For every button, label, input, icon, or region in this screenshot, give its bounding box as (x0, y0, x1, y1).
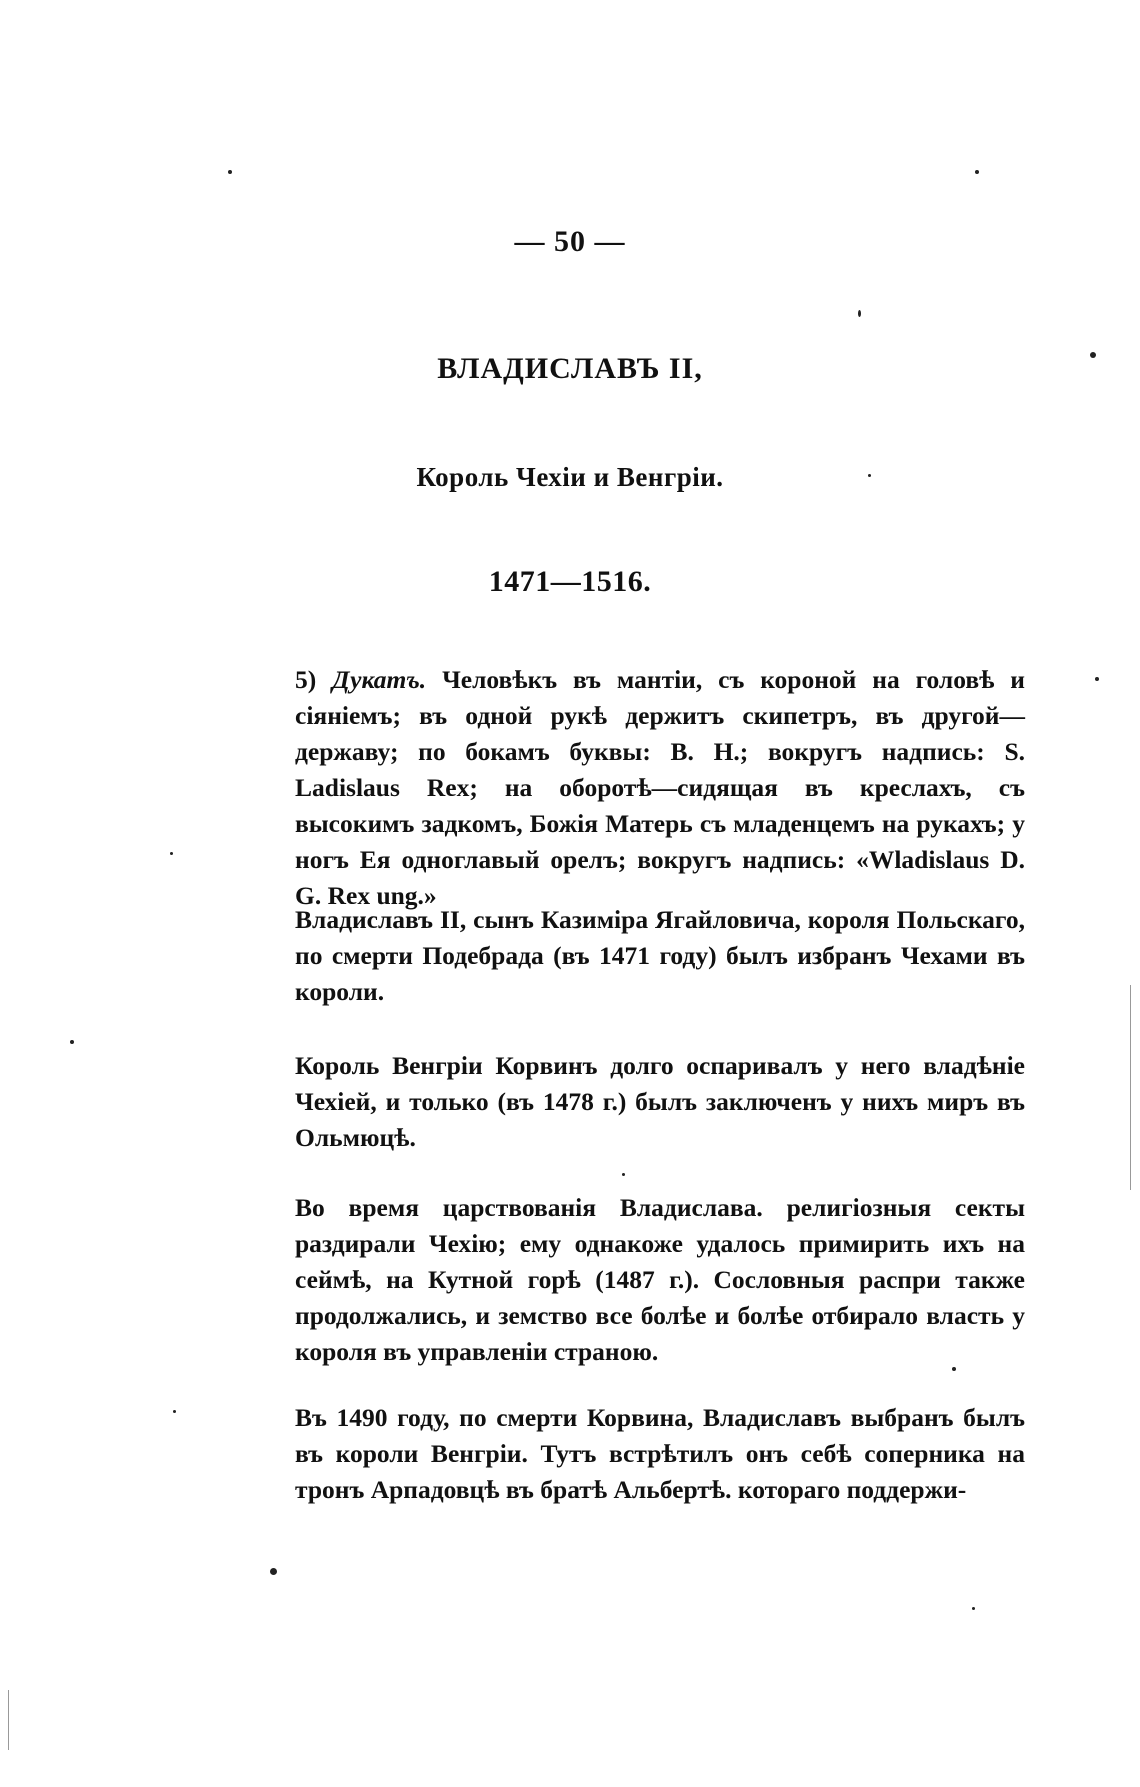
scan-speck (170, 852, 173, 855)
scan-speck (858, 310, 861, 317)
paragraph-coin-description (295, 662, 1025, 914)
chapter-subtitle: Король Чехіи и Венгріи. (416, 462, 724, 492)
paragraph-corvinus: Король Венгріи Корвинъ долго оспаривалъ у него владѣніе Чехіей, и только (въ 1478 г.) былъ заключенъ у нихъ миръ въ Ольмюцѣ. (295, 1051, 1025, 1152)
coin-label: Дукатъ. (332, 665, 427, 694)
scan-speck (1095, 677, 1099, 681)
scan-edge (8, 1690, 9, 1750)
paragraph-reign: Во время царствованія Владислава. религіозныя секты раздирали Чехію; ему однакоже удалось примирить ихъ на сеймѣ, на Кутной горѣ (1487 г.). Сословныя распри также продолжались, и земство все болѣе и болѣе отбирало власть у короля въ управленіи страною. (295, 1193, 1025, 1366)
chapter-title: ВЛАДИСЛАВЪ II, (437, 352, 703, 385)
scan-speck (622, 1173, 625, 1176)
scan-speck (868, 474, 871, 477)
scan-speck (70, 1040, 74, 1044)
paragraph-election: Владиславъ II, сынъ Казиміра Ягайловича, короля Польскаго, по смерти Подебрада (въ 1471 году) былъ избранъ Чехами въ короли. (295, 905, 1025, 1006)
reign-dates: 1471—1516. (488, 565, 652, 598)
paragraph-text: Человѣкъ въ мантіи, съ короной на головѣ и сіяніемъ; въ одной рукѣ держитъ скипетръ, въ другой—державу; по бокамъ буквы: B. H.; вокругъ надпись: S. Ladislaus Rex; на оборотѣ—сидящая въ креслахъ, съ высокимъ задкомъ, Божія Матерь съ младенцемъ на рукахъ; у ногъ Ея одноглавый орелъ; вокругъ надпись: «Wladislaus D. G. Rex ung.» (295, 665, 1026, 910)
scan-speck (952, 1367, 956, 1371)
paragraph-prefix: 5) (295, 665, 333, 694)
scan-speck (1090, 352, 1096, 358)
scan-edge (1130, 985, 1131, 1190)
scan-speck (173, 1410, 176, 1413)
scan-speck (972, 1607, 975, 1610)
scan-speck (270, 1568, 277, 1575)
paragraph-hungary: Въ 1490 году, по смерти Корвина, Владиславъ выбранъ былъ въ короли Венгріи. Тутъ встрѣтилъ онъ себѣ соперника на тронъ Арпадовцѣ въ братѣ Альбертѣ. котораго поддержи- (295, 1403, 1025, 1504)
scan-speck (975, 170, 979, 174)
scan-speck (228, 170, 232, 174)
page-number: — 50 — (514, 225, 626, 258)
